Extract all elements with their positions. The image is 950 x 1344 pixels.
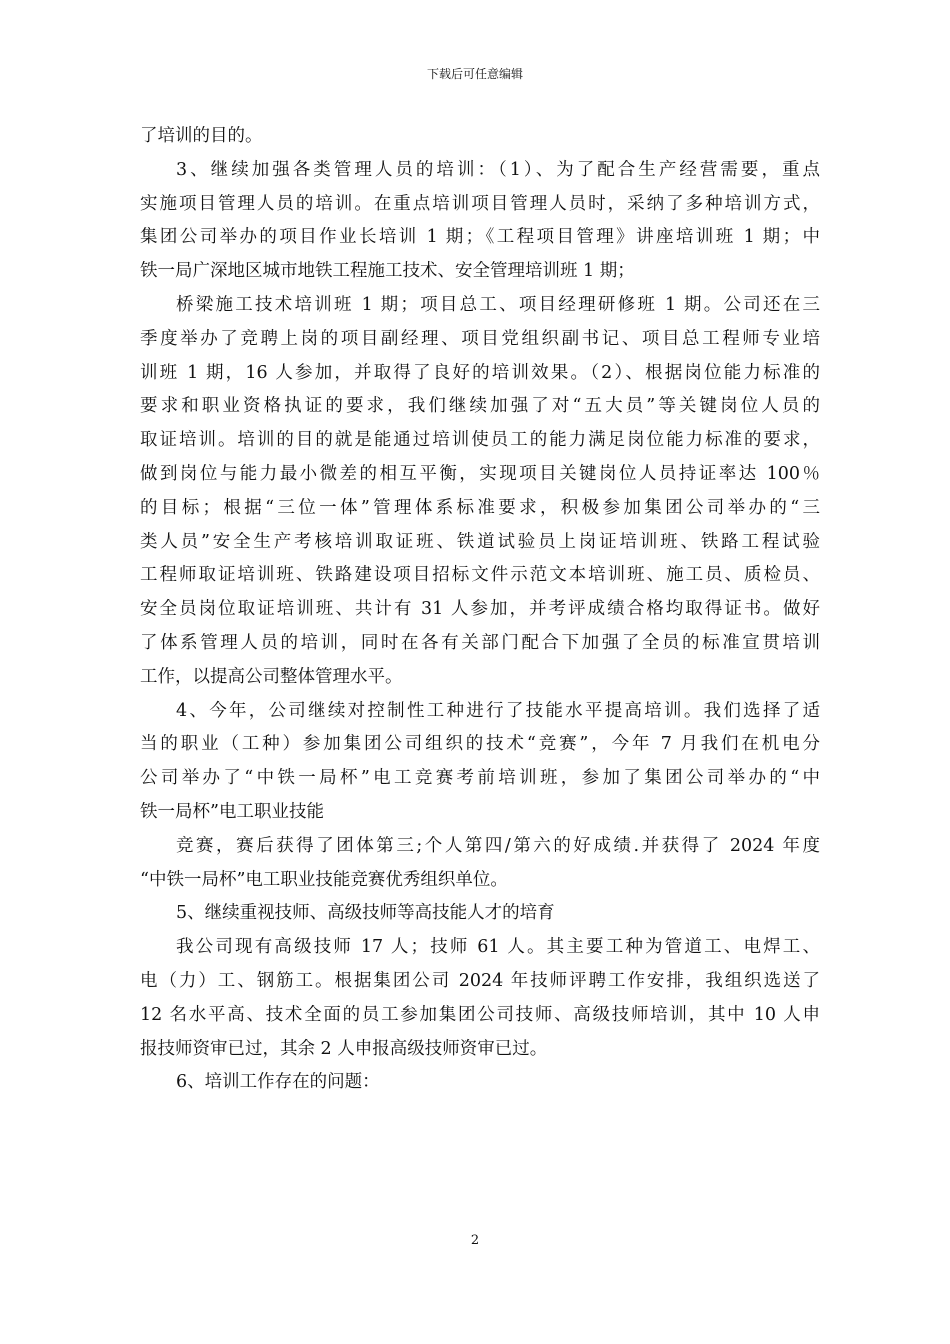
text-line: 做到岗位与能力最小微差的相互平衡，实现项目关键岗位人员持证率达 100％ bbox=[140, 463, 820, 484]
text-line: “中铁一局杯”电工职业技能竞赛优秀组织单位。 bbox=[140, 869, 508, 890]
text-line: 铁一局杯”电工职业技能 bbox=[140, 801, 324, 822]
page-number: 2 bbox=[470, 1233, 480, 1248]
text-line: 了培训的目的。 bbox=[140, 126, 263, 146]
text-line: 3、继续加强各类管理人员的培训：（1）、为了配合生产经营需要，重点 bbox=[176, 159, 820, 180]
text-line: 取证培训。培训的目的就是能通过培训使员工的能力满足岗位能力标准的要求， bbox=[140, 430, 820, 451]
text-line: 电（力）工、钢筋工。根据集团公司 2024 年技师评聘工作安排，我组织选送了 bbox=[140, 970, 820, 991]
text-line: 竞赛，赛后获得了团体第三;个人第四/第六的好成绩.并获得了 2024 年度 bbox=[176, 835, 820, 856]
text-line: 要求和职业资格执证的要求，我们继续加强了对“五大员”等关键岗位人员的 bbox=[140, 396, 820, 417]
text-line: 训班 1 期，16 人参加，并取得了良好的培训效果。（2）、根据岗位能力标准的 bbox=[140, 362, 820, 383]
text-line: 4、今年，公司继续对控制性工种进行了技能水平提高培训。我们选择了适 bbox=[176, 700, 820, 721]
text-line: 铁一局广深地区城市地铁工程施工技术、安全管理培训班 1 期； bbox=[140, 261, 635, 282]
text-line: 季度举办了竞聘上岗的项目副经理、项目党组织副书记、项目总工程师专业培 bbox=[140, 328, 820, 349]
text-line: 当的职业（工种）参加集团公司组织的技术“竞赛”，今年 7 月我们在机电分 bbox=[140, 734, 820, 755]
text-line: 了体系管理人员的培训，同时在各有关部门配合下加强了全员的标准宣贯培训 bbox=[140, 632, 820, 653]
text-line: 的目标；根据“三位一体”管理体系标准要求，积极参加集团公司举办的“三 bbox=[140, 497, 820, 518]
text-line: 安全员岗位取证培训班、共计有 31 人参加，并考评成绩合格均取得证书。做好 bbox=[140, 599, 820, 620]
text-line: 集团公司举办的项目作业长培训 1 期；《工程项目管理》讲座培训班 1 期；中 bbox=[140, 227, 820, 248]
text-line: 桥梁施工技术培训班 1 期；项目总工、项目经理研修班 1 期。公司还在三 bbox=[176, 294, 820, 315]
text-line: 12 名水平高、技术全面的员工参加集团公司技师、高级技师培训，其中 10 人申 bbox=[140, 1004, 820, 1025]
document-body bbox=[140, 120, 820, 1100]
text-line: 公司举办了“中铁一局杯”电工竞赛考前培训班，参加了集团公司举办的“中 bbox=[140, 768, 820, 789]
text-line: 工程师取证培训班、铁路建设项目招标文件示范文本培训班、施工员、质检员、 bbox=[140, 565, 820, 586]
text-line: 5、继续重视技师、高级技师等高技能人才的培育 bbox=[176, 903, 555, 924]
text-line: 我公司现有高级技师 17 人；技师 61 人。其主要工种为管道工、电焊工、 bbox=[176, 937, 820, 958]
text-line: 实施项目管理人员的培训。在重点培训项目管理人员时，采纳了多种培训方式， bbox=[140, 193, 820, 214]
text-line: 6、培训工作存在的问题： bbox=[176, 1072, 380, 1093]
page-header: 下载后可任意编辑 bbox=[426, 67, 523, 81]
text-line: 工作，以提高公司整体管理水平。 bbox=[140, 666, 403, 687]
text-line: 类人员”安全生产考核培训取证班、铁道试验员上岗证培训班、铁路工程试验 bbox=[140, 531, 820, 552]
text-line: 报技师资审已过，其余 2 人申报高级技师资审已过。 bbox=[140, 1038, 548, 1059]
